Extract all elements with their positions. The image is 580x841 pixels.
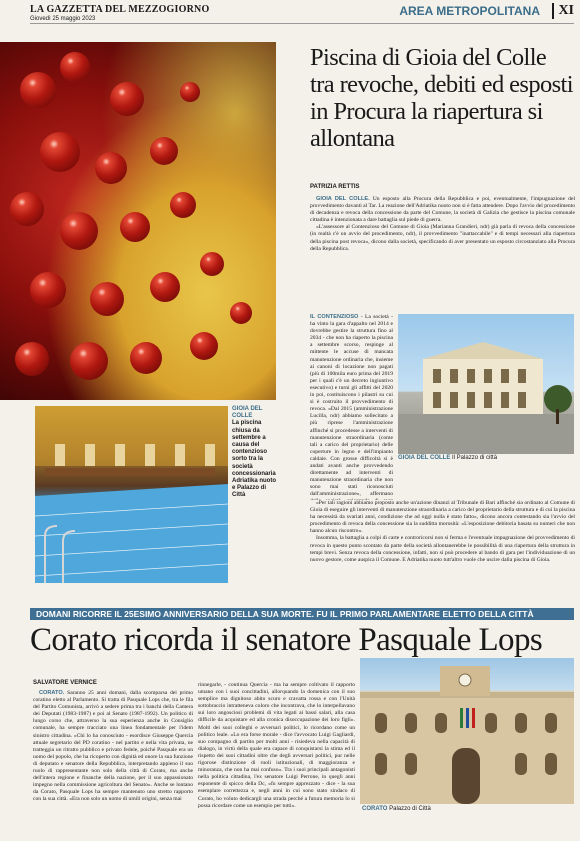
paragraph: rinnegarle, - continua Quercia - ma ha sempre coltivato il rapporto umano con i suoi concittadini, allorquando la domenica con il suo semplice ma dignitoso abito scuro e cravatta rossa e con l'Unità sottobraccio intratteneva coloro che incontrava, che lo interpellavano sui loro angosciosi problemi di vita legati ai bassi salari, alla casa difficile da acquistare ed alla cronica disoccupazione dei loro figli». Molti dei suoi colleghi e avversari politici, lo ricordano come un politico leale. «Lo era forse morale - dice l'avvocato Luigi Gagliardi, suo compagno di partito per molti anni - risiedeva nella capacità di dialogo, in virtù della quale era capace di conquistarsi la stima ed il rispetto dei suoi cittadini oltre che degli avversari politici, pur nelle rigorose distinzione di ruoli istituzionali, di maggioranza e minoranza, che non ha mai confuso». Tra i suoi principali antagonisti nella politica cittadina, l'ex senatore Luigi Perrone, in quegli anni esponente di spicco della Dc, «fu sempre apprezzato - dice - la sua esemplare correttezza e, negli anni in cui sono stato sindaco di Corato, ho voluto dedicargli una strada perché a futura memoria lo si possa ricordare come un esempio per tutti». xyxy=(198,682,355,809)
article-byline: SALVATORE VERNICE xyxy=(33,680,97,686)
cherry xyxy=(10,192,44,226)
paragraph: - La società - ha vinto la gara d'appalto nel 2014 e dovrebbe gestire la struttura fino al 2034 - che non ha riaperto la piscina a settembre scorso, respinge al mittente le accuse di mancata manutenzione ordinaria che, insieme ai canoni di locazione non pagati (più di 100mila euro prima del 2019 per i quali c'è un decreto ingiuntivo esecutivo) e turni gli affitti del 2020 in poi, costituiscono i pilastri su cui si è costruito il provvedimento di revoca. «Dal 2015 (amministrazione Lucilla, ndr) abbiamo sollecitato a più riprese l'amministrazione affinché si procedesse a interventi di manutenzione straordinaria (come tali a carico del proprietario) delle coperture in legno e dell'impianto caldaie. Con grosse difficoltà si è andati avanti anche provvedendo direttamente ad interventi di manutenzione straordinaria che non sono mai stati riconosciuti dall'amministrazione», affermano xyxy=(310,314,393,498)
cherry xyxy=(230,302,252,324)
cherry xyxy=(90,282,124,316)
article-body-column xyxy=(310,314,393,500)
cherry xyxy=(150,272,180,302)
section-title: AREA METROPOLITANA xyxy=(399,4,540,18)
article-kicker: DOMANI RICORRE IL 25ESIMO ANNIVERSARIO DELLA SUA MORTE. FU IL PRIMO PARLAMENTARE ELETTO DELLA CITTÀ xyxy=(30,608,574,620)
cherry xyxy=(170,192,196,218)
page-number: XI xyxy=(552,3,574,19)
cherry xyxy=(120,212,150,242)
caption-text: La piscina chiusa da settembre a causa del contenzioso sorto tra la società concessionaria Adriatika nuoto e Palazzo di Città xyxy=(232,420,277,499)
pool-caption xyxy=(232,406,278,500)
article-body-intro xyxy=(310,196,575,253)
cherry xyxy=(150,137,178,165)
cherry xyxy=(200,252,224,276)
corato-photo-caption xyxy=(362,806,431,812)
paragraph: Un esposto alla Procura della Repubblica e poi, eventualmente, l'impugnazione del provvedimento davanti al Tar. La reazione dell'Adriatika nuoto non si è fatta attendere. Dopo l'avvio del procedimento di decadenza e revoca della concessione da parte del Comune, la società di Galizia che gestisce la piscina comunale cittadina è intenzionata a dare battaglia sul piede di guerra. xyxy=(310,196,575,224)
lead-place: CORATO. xyxy=(39,690,65,696)
article-body-col2 xyxy=(198,682,355,836)
article-byline: PATRIZIA RETTIS xyxy=(310,184,360,190)
paragraph: «L'assessore al Contenzioso del Comune di Gioia (Marianna Grandieri, ndr) già parla di revoca della concessione (in realtà c'è un avvio del procedimento, ndr), il provvedimento "inattaccabile" e di tempi necessari alla riapertura della piscina post revoca», dicono dalla società, specificando di aver presentato un esposto circostanziato alla Procura della Repubblica. xyxy=(310,224,575,252)
pool-illustration xyxy=(35,406,228,583)
caption-place: GIOIA DEL COLLE xyxy=(232,406,263,420)
cherry xyxy=(15,342,49,376)
paragraph: Insomma, la battaglia a colpi di carte e controricorsi non si ferma e l'eventuale impugnazione del provvedimento di revoca in questo punto scontato da parte della società allontanerebbe le possibilità di una riapertura della struttura in tempi brevi. Senza revoca della concessione, infatti, non si può procedere al bando di gara per l'individuazione di un nuovo gestore, come auspica il Comune. E Adriatika nuoto tutt'altro vuole che uscire dalla piscina di Gioia. xyxy=(310,535,575,563)
corato-building-illustration xyxy=(360,658,574,804)
subhead: IL CONTENZIOSO xyxy=(310,314,359,320)
article-body-continuation xyxy=(310,500,575,600)
cherry xyxy=(30,272,66,308)
caption-place: GIOIA DEL COLLE xyxy=(398,455,451,461)
cherry xyxy=(20,72,56,108)
caption-text: Palazzo di Città xyxy=(389,806,431,812)
cherry xyxy=(190,332,218,360)
article-body-col1 xyxy=(33,690,193,836)
cherry xyxy=(95,152,127,184)
cherry xyxy=(70,342,108,380)
header-rule xyxy=(30,23,574,24)
article-headline: Corato ricorda il senatore Pasquale Lops xyxy=(30,622,543,658)
caption-text: Il Palazzo di città xyxy=(452,455,498,461)
paragraph: «Per tali ragioni abbiamo proposto anche un'azione dinanzi al Tribunale di Bari affinché sia ordinato al Comune di Gioia di eseguire gli interventi di manutenzione straordinaria a carico del proprietario della struttura e di cui la piscina ha necessità da svariati anni, condizione che ad oggi nulla è stato fatto», dicono ancora contestando sia l'avvio del procedimento di revoca della concessione sia la sudditta morosità: «L'esposizione debitoria basata su numeri che non hanno alcun riscontro». xyxy=(310,500,575,535)
cherry xyxy=(40,132,80,172)
town-hall-caption xyxy=(398,455,497,461)
cherries-photo xyxy=(0,42,276,400)
town-hall-photo xyxy=(398,314,574,454)
town-hall-illustration xyxy=(398,314,574,454)
cherry xyxy=(60,52,90,82)
caption-place: CORATO xyxy=(362,806,388,812)
cherry xyxy=(180,82,200,102)
corato-town-hall-photo xyxy=(360,658,574,804)
cherry xyxy=(110,82,144,116)
article-headline: Piscina di Gioia del Colle tra revoche, debiti ed esposti in Procura la riapertura si allontana xyxy=(310,44,573,152)
cherry xyxy=(130,342,162,374)
paragraph: Saranno 25 anni domani, dalla scomparsa del primo coratino eletto al Parlamento. Si tratta di Pasquale Lops che, tra le fila del Partito Comunista, arrivò a sedere prima tra i banchi della Camera dei Deputati (1983-1987) e poi al Senato (1987-1992). Un politico di lungo corso che, attraverso la sua esperienza anche in Consiglio comunale, ha sempre tracciato una linea fondamentale per l'idem sinistro cittadina. «Chi lo ha conosciuto - esordisce Giuseppe Quercia attuale segretario del PD coratino - nel partito e nella vita privata, ne tratteggia un ritratto pubblico e privato fedele, poiché Pasquale era un uomo del popolo, che ha ricoperto con dignità ed onore la sua funzione di deputato e senatore della Repubblica, interpretando appieno il suo ruolo di rappresentante non solo della città di Corato, ma anche dell'intera regione e finanche della nazione, per il suo appassionato impegno nella commissione agricoltura del Senato». Anche se lontano da Corato, Pasquale Lops ha sempre mantenuto uno stretto rapporto con la sua città. «Era non solo un uomo di umili origini, senza mai xyxy=(33,690,193,803)
issue-date: Giovedì 25 maggio 2023 xyxy=(30,16,96,22)
lead-place: GIOIA DEL COLLE. xyxy=(316,196,370,202)
cherry xyxy=(60,212,98,250)
masthead: LA GAZZETTA DEL MEZZOGIORNO xyxy=(30,4,210,15)
pool-photo xyxy=(35,406,228,583)
